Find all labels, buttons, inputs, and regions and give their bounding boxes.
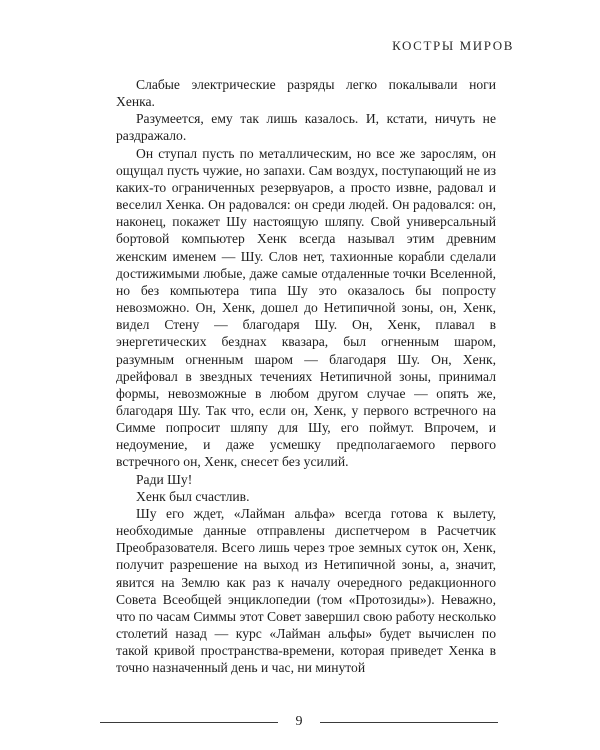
footer-rule-right	[320, 722, 498, 723]
paragraph: Хенк был счастлив.	[136, 488, 250, 504]
paragraph: Он ступал пусть по металлическим, но все же зарослям, он ощущал пусть чужие, но запахи. Сам воздух, поступающий не из каких-то ограниченных резервуаров, а просто извне, радовал и веселил Хенка. Он радовался: он среди людей. Он радовался: он, наконец, покажет Шу настоящую шляпу. Свой универсальный бортовой компьютер Хенк всегда называл этим древним женским именем — Шу. Слов нет, тахионные корабли сделали достижимыми любые, даже самые отдаленные точки Вселенной, но без компьютера типа Шу это оказалось бы попросту невозможно. Он, Хенк, дошел до Нетипичной зоны, он, Хенк, видел Стену — благодаря Шу. Он, Хенк, плавал в энергетических безднах квазара, был огненным шаром, разумным огненным шаром — благодаря Шу. Он, Хенк, дрейфовал в звездных течениях Нетипичной зоны, принимал формы, невозможные в любом другом случае — опять же, благодаря Шу. Так что, если он, Хенк, у первого встречного на Симме попросит шляпу для Шу, его поймут. Впрочем, и недоумение, и даже усмешку предполагаемого первого встречного он, Хенк, снесет без усилий.	[116, 145, 496, 470]
paragraph: Разумеется, ему так лишь казалось. И, кстати, ничуть не раздражало.	[116, 111, 496, 144]
paragraph: Шу его ждет, «Лайман альфа» всегда готова к вылету, необходимые данные отправлены диспетчером в Расчетчик Преобразователя. Всего лишь через трое земных суток он, Хенк, получит разрешение на выход из Нетипичной зоны, а, значит, явится на Землю как раз к началу очередного редакционного Совета Всеобщей энциклопедии (том «Протозиды»). Неважно, что по часам Симмы этот Совет завершил свою работу несколько столетий назад — курс «Лайман альфы» будет вычислен по такой кривой пространства-времени, которая приведет Хенка в точно назначенный день и час, ни минутой	[116, 505, 497, 676]
paragraph: Ради Шу!	[136, 471, 193, 487]
page-number: 9	[295, 714, 303, 729]
body-text	[116, 76, 496, 676]
paragraph: Слабые электрические разряды легко покалывали ноги Хенка.	[116, 77, 496, 110]
page-footer	[100, 712, 498, 732]
running-head: КОСТРЫ МИРОВ	[392, 38, 514, 53]
